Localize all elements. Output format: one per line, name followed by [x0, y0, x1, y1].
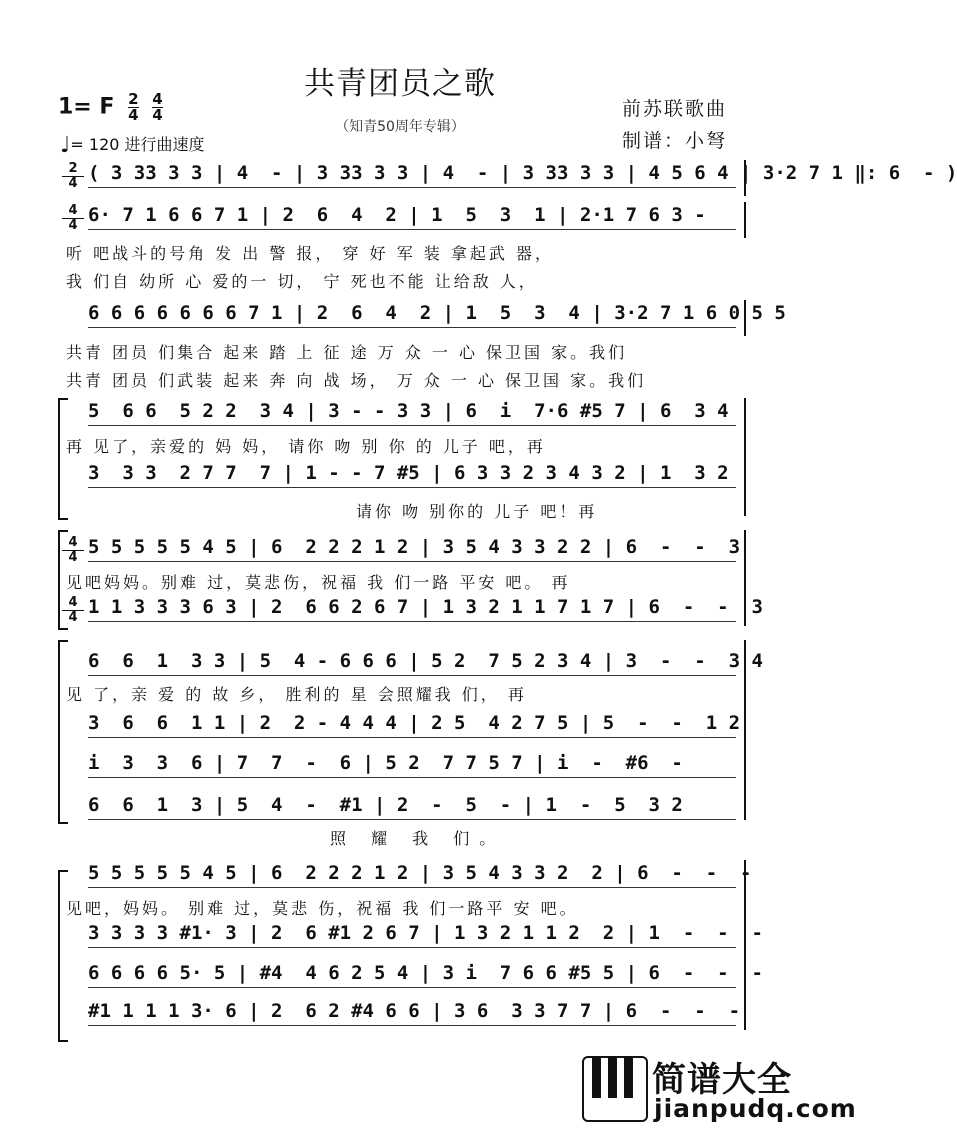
- notes: 1 1 3 3 3 6 3 | 2 6 6 2 6 7 | 1 3 2 1 1 7 1 7 | 6 - - 3: [88, 596, 763, 618]
- notes: 6 6 1 3 3 | 5 4 - 6 6 6 | 5 2 7 5 2 3 4 | 3 - - 3 4: [88, 650, 763, 672]
- underline: [88, 777, 736, 778]
- notes: 6· 7 1 6 6 7 1 | 2 6 4 2 | 1 5 3 1 | 2·1 7 6 3 -: [88, 204, 706, 226]
- tempo-text: = 120 进行曲速度: [70, 135, 205, 154]
- lyric-line: 见吧，妈妈。 别难 过，莫悲 伤，祝福 我 们一路平 安 吧。: [66, 899, 579, 918]
- lyric-line: 共青 团员 们武装 起来 奔 向 战 场， 万 众 一 心 保卫国 家。我们: [66, 371, 647, 390]
- barline: [744, 860, 746, 1030]
- time-signature-inline: 4 4: [62, 596, 84, 625]
- key-signature: [58, 92, 163, 123]
- score-line-final-voice-4: [62, 1000, 744, 1032]
- score-line-intro: [62, 161, 957, 194]
- underline: [88, 887, 736, 888]
- barline: [744, 398, 746, 516]
- underline: [88, 487, 736, 488]
- score-line-harmony-voice-4: [62, 794, 744, 826]
- lyric-line: 见吧妈妈。别难 过，莫悲伤，祝福 我 们一路 平安 吧。 再: [66, 573, 571, 592]
- lyric-line: 共青 团员 们集合 起来 踏 上 征 途 万 众 一 心 保卫国 家。我们: [66, 343, 628, 362]
- time-signature-4-4: $\frac{4}{4}$: [152, 90, 163, 124]
- barline: [744, 202, 746, 238]
- score-line-final-voice-2: [62, 922, 763, 954]
- arranger: 制谱：小弩: [622, 130, 728, 152]
- notes: 3 6 6 1 1 | 2 2 - 4 4 4 | 2 5 4 2 7 5 | 5 - - 1 2: [88, 712, 741, 734]
- notes: 5 6 6 5 2 2 3 4 | 3 - - 3 3 | 6 i 7·6 #5 7 | 6 3 4: [88, 400, 729, 422]
- score-line-verse-1: [62, 204, 744, 236]
- notes: 6 6 6 6 5· 5 | #4 4 6 2 5 4 | 3 i 7 6 6 #5 5 | 6 - - -: [88, 962, 763, 984]
- key-label: 1= F: [58, 94, 115, 120]
- logo-name: 简谱大全: [652, 1060, 792, 1100]
- time-signature-inline: 4 4: [62, 536, 84, 565]
- quarter-note-icon: ♩: [60, 133, 71, 158]
- score-line-chorus-voice-1: [62, 400, 744, 432]
- site-logo: [582, 1050, 857, 1126]
- lyric-line: 请你 吻 别你的 儿子 吧！再: [356, 502, 598, 521]
- underline: [88, 1025, 736, 1026]
- notes: 6 6 1 3 | 5 4 - #1 | 2 - 5 - | 1 - 5 3 2: [88, 794, 683, 816]
- song-subtitle: （知青50周年专辑）: [335, 119, 465, 135]
- underline: [88, 561, 736, 562]
- underline: [88, 425, 736, 426]
- underline: [88, 187, 736, 188]
- score-line-harmony-voice-3: [62, 752, 744, 784]
- time-signature-inline: 2 4: [62, 162, 84, 191]
- lyric-line: 照 耀 我 们。: [330, 829, 506, 848]
- score-line-chorus-voice-2: [62, 462, 744, 494]
- underline: [88, 675, 736, 676]
- underline: [88, 327, 736, 328]
- underline: [88, 621, 736, 622]
- time-signature-2-4: $\frac{2}{4}$: [128, 90, 139, 124]
- logo-url: jianpudq.com: [654, 1094, 857, 1123]
- score-line-refrain-voice-1: [62, 536, 744, 568]
- piano-key: [608, 1058, 617, 1098]
- score-line-final-voice-1: [62, 862, 752, 894]
- underline: [88, 737, 736, 738]
- tempo-marking: [60, 132, 205, 158]
- piano-icon: [582, 1056, 648, 1122]
- notes: 5 5 5 5 5 4 5 | 6 2 2 2 1 2 | 3 5 4 3 3 2 2 | 6 - - -: [88, 862, 752, 884]
- notes: 3 3 3 2 7 7 7 | 1 - - 7 #5 | 6 3 3 2 3 4 3 2 | 1 3 2: [88, 462, 729, 484]
- piano-key: [624, 1058, 633, 1098]
- score-line-refrain-voice-2: [62, 595, 763, 628]
- notes: 3 3 3 3 #1· 3 | 2 6 #1 2 6 7 | 1 3 2 1 1 2 2 | 1 - - -: [88, 922, 763, 944]
- lyric-line: 我 们自 幼所 心 爱的一 切， 宁 死也不能 让给敌 人，: [66, 272, 538, 291]
- underline: [88, 229, 736, 230]
- notes: 5 5 5 5 5 4 5 | 6 2 2 2 1 2 | 3 5 4 3 3 2 2 | 6 - - 3: [88, 536, 741, 558]
- lyric-line: 见 了，亲 爱 的 故 乡， 胜利的 星 会照耀我 们， 再: [66, 685, 527, 704]
- score-line-final-voice-3: [62, 962, 763, 994]
- score-line-harmony-voice-1: [62, 650, 763, 682]
- notes: #1 1 1 1 3· 6 | 2 6 2 #4 6 6 | 3 6 3 3 7 7 | 6 - - -: [88, 1000, 741, 1022]
- underline: [88, 819, 736, 820]
- score-line-verse-2: [62, 302, 786, 334]
- song-title: 共青团员之歌: [304, 66, 496, 102]
- barline: [744, 300, 746, 336]
- notes: 6 6 6 6 6 6 6 7 1 | 2 6 4 2 | 1 5 3 4 | 3·2 7 1 6 0 5 5: [88, 302, 786, 324]
- notes: i 3 3 6 | 7 7 - 6 | 5 2 7 7 5 7 | i - #6 -: [88, 752, 683, 774]
- underline: [88, 987, 736, 988]
- piano-key: [592, 1058, 601, 1098]
- barline: [744, 160, 746, 196]
- score-line-harmony-voice-2: [62, 712, 744, 744]
- time-signature-inline: 4 4: [62, 204, 84, 233]
- underline: [88, 947, 736, 948]
- notes: ( 3 33 3 3 | 4 - | 3 33 3 3 | 4 - | 3 33 3 3 | 4 5 6 4 | 3·2 7 1 ‖: 6 - ): [88, 162, 957, 184]
- barline: [744, 640, 746, 820]
- lyric-line: 听 吧战斗的号角 发 出 警 报， 穿 好 军 装 拿起武 器，: [66, 244, 554, 263]
- barline: [744, 530, 746, 626]
- composer: 前苏联歌曲: [622, 98, 728, 120]
- lyric-line: 再 见了，亲爱的 妈 妈， 请你 吻 别 你 的 儿子 吧，再: [66, 437, 546, 456]
